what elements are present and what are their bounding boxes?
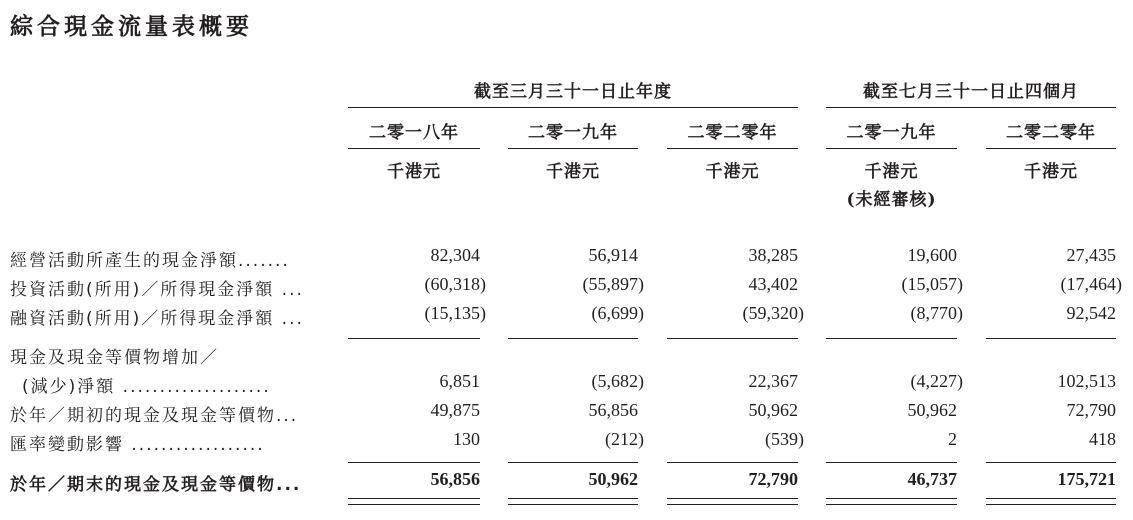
row-value: (539) <box>765 429 804 449</box>
row-value: (17,464) <box>1060 274 1122 294</box>
subtotal-underline <box>826 462 957 463</box>
total-double-underline <box>508 504 638 505</box>
column-year: 二零二零年 <box>687 123 778 143</box>
year-underline <box>986 148 1116 149</box>
row-value: 46,737 <box>907 469 957 489</box>
row-label: (減少)淨額 .................... <box>22 377 271 397</box>
row-label: 於年／期末的現金及現金等價物... <box>10 475 302 495</box>
row-value: 50,962 <box>748 400 798 420</box>
row-label: 經營活動所產生的現金淨額....... <box>10 251 290 271</box>
group-underline <box>826 107 1116 108</box>
row-value: 43,402 <box>748 274 798 294</box>
row-value: 72,790 <box>1066 400 1116 420</box>
row-value: 418 <box>1089 429 1116 449</box>
row-value: 102,513 <box>1057 371 1116 391</box>
column-unit: 千港元 <box>705 162 760 182</box>
row-value: (59,320) <box>742 303 804 323</box>
row-label: 匯率變動影響 .................. <box>10 435 265 455</box>
row-value: 56,856 <box>430 469 480 489</box>
row-value: 175,721 <box>1057 469 1116 489</box>
row-value: 49,875 <box>430 400 480 420</box>
row-value: 56,914 <box>588 245 638 265</box>
row-value: 38,285 <box>748 245 798 265</box>
row-value: (212) <box>605 429 644 449</box>
row-value: 6,851 <box>439 371 480 391</box>
subtotal-underline <box>986 338 1116 339</box>
row-value: 27,435 <box>1066 245 1116 265</box>
column-group-header: 截至七月三十一日止四個月 <box>863 82 1079 102</box>
column-group-header: 截至三月三十一日止年度 <box>474 82 672 102</box>
row-value: (15,057) <box>901 274 963 294</box>
year-underline <box>508 148 638 149</box>
total-double-underline <box>667 498 798 499</box>
subtotal-underline <box>348 462 480 463</box>
column-note: (未經審核) <box>846 190 937 210</box>
column-year: 二零二零年 <box>1006 123 1096 143</box>
row-value: 19,600 <box>907 245 957 265</box>
row-value: (6,699) <box>591 303 644 323</box>
subtotal-underline <box>508 338 638 339</box>
row-value: (55,897) <box>582 274 644 294</box>
total-double-underline <box>667 504 798 505</box>
row-value: 22,367 <box>748 371 798 391</box>
row-value: 72,790 <box>748 469 798 489</box>
total-double-underline <box>826 498 957 499</box>
year-underline <box>667 148 798 149</box>
subtotal-underline <box>667 462 798 463</box>
row-label: 投資活動(所用)／所得現金淨額 ... <box>10 280 304 300</box>
row-value: 82,304 <box>430 245 480 265</box>
column-unit: 千港元 <box>387 162 441 182</box>
column-unit: 千港元 <box>864 162 919 182</box>
group-underline <box>348 107 798 108</box>
year-underline <box>826 148 957 149</box>
column-year: 二零一九年 <box>528 123 618 143</box>
row-label: 現金及現金等價物增加／ <box>10 348 219 368</box>
row-value: (15,135) <box>424 303 486 323</box>
row-value: 50,962 <box>588 469 638 489</box>
page-title: 綜合現金流量表概要 <box>10 13 253 40</box>
total-double-underline <box>508 498 638 499</box>
column-unit: 千港元 <box>546 162 600 182</box>
total-double-underline <box>348 504 480 505</box>
row-value: 92,542 <box>1066 303 1116 323</box>
row-value: (60,318) <box>424 274 486 294</box>
subtotal-underline <box>986 462 1116 463</box>
row-label: 融資活動(所用)／所得現金淨額 ... <box>10 309 304 329</box>
row-value: 50,962 <box>907 400 957 420</box>
total-double-underline <box>826 504 957 505</box>
subtotal-underline <box>826 338 957 339</box>
total-double-underline <box>348 498 480 499</box>
row-value: (4,227) <box>910 371 963 391</box>
total-double-underline <box>986 504 1116 505</box>
row-value: 2 <box>948 429 957 449</box>
row-label: 於年／期初的現金及現金等價物... <box>10 406 299 426</box>
row-value: (5,682) <box>591 371 644 391</box>
year-underline <box>348 148 480 149</box>
row-value: (8,770) <box>910 303 963 323</box>
row-value: 56,856 <box>588 400 638 420</box>
column-year: 二零一八年 <box>369 123 459 143</box>
subtotal-underline <box>667 338 798 339</box>
total-double-underline <box>986 498 1116 499</box>
row-value: 130 <box>453 429 480 449</box>
subtotal-underline <box>508 462 638 463</box>
subtotal-underline <box>348 338 480 339</box>
column-unit: 千港元 <box>1024 162 1078 182</box>
column-year: 二零一九年 <box>846 123 937 143</box>
